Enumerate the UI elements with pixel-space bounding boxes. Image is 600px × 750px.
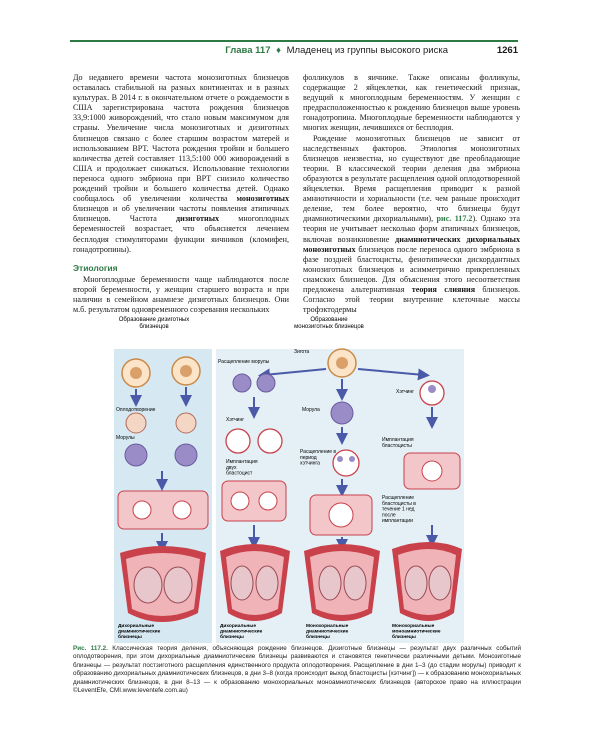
uterus-a: [120, 546, 206, 622]
label-split-blastocyst: Расщепление бластоцисты в течение 1 нед после имплантации: [382, 495, 416, 524]
left-paragraph-1: До недавнего времени частота монозиготных близнецов оставалась стабильной на разных континентах и в разных культурах. В 2014 г. в окончательном отчете о рождаемости в США зарегистрирована частота рождения близнецов 33,9:1000 живорождений, что стало новым максимумом для страны. Увеличение числа монозиготных и дизиготных близнецов связано с более старшим возрастом матерей и использованием ВРТ. Частота рождения тройни и большего количества детей составляет 113,5:100 000 живорождений в США и продолжает снижаться. Использование технологии переноса одного эмбриона при ВРТ снизило количество рождений тройни и большего количества детей. Однако сообщалось об увеличении количества монозиготных близнецов и об увеличении частоты появления атипичных близнецов. Частота дизиготных многоплодных беременностей возрастает, что объясняется лечением бесплодия стимуляторами функции яичников (кломифен, гонадотропины).: [73, 73, 289, 254]
caption-text: Классическая теория деления, объясняющая рождение близнецов. Дизиготные близнецы — результат двух различных событий оплодотворения, при этом дихориальные диамниотические близнецы развиваются и становятся генетически различными детьми. Монозиготные близнецы — результат постзиготного расщепления единственного продукта оплодотворения. Расщепление в дни 1–3 (до стадии морулы) приводит к образованию дихориальных диамниотических близнецов, в дни 3–8 (когда происходит выход бластоцисты [хэтчинг]) — к образованию монохориальных диамниотических близнецов, в дни 8–13 — к образованию монохориальных моноамниотических близнецов (авторское право на иллюстрации ©LeventEfe, CMI.www.leventefe.com.au): [73, 645, 521, 695]
label-fertilization: Оплодотворение: [116, 407, 156, 413]
right-column: [303, 73, 520, 315]
blastocyst-c: [333, 450, 359, 476]
chapter-heading: [225, 45, 448, 56]
label-split-hatching: Расщепление в период хэтчинга: [300, 449, 337, 467]
implantation-c: [310, 495, 372, 535]
label-morula-single: Морула: [302, 407, 320, 413]
bottom-label-c: Монохориальные диамниотические близнецы: [306, 624, 349, 641]
label-implant-two: Имплантация двух бластоцист: [226, 459, 258, 477]
implantation-d: [404, 453, 460, 489]
heading-monozygotic: Образование монозиготных близнецов: [294, 317, 364, 330]
left-column: [73, 73, 289, 315]
blastocyst-d: [420, 381, 444, 405]
right-paragraph-1: фолликулов в яичнике. Также описаны фолликулы, содержащие 2 яйцеклетки, как генетический признак, ведущий к многоплодным беременностям. У женщин с предрасположенностью к рождению близнецов выше уровень гонадотропина. Многоплодные беременности наблюдаются у многих женщин, лечившихся от бесплодия.: [303, 73, 520, 133]
morula-single: [331, 402, 353, 424]
running-header: [70, 40, 518, 60]
page-number: 1261: [496, 45, 518, 56]
chapter-number: Глава 117: [225, 45, 271, 56]
bottom-label-b: Дихориальные диамниотические близнецы: [220, 624, 263, 641]
uterus-b: [220, 544, 290, 621]
label-hatching: Хэтчинг: [226, 417, 245, 423]
twinning-diagram: [114, 313, 464, 643]
dizygotic-implantation: [118, 491, 208, 529]
left-paragraph-2: Многоплодные беременности чаще наблюдаются после второй беременности, у женщин старшего возраста и при наличии в семейном анамнезе дизиготных близнецов. Они м.б. результатом одновременного созревания нескольких: [73, 274, 289, 315]
diamond-icon: ♦: [276, 45, 281, 56]
implantation-b: [222, 481, 286, 521]
twinning-figure: [114, 313, 464, 643]
bottom-label-d: Монохориальные моноамниотические близнецы: [392, 624, 441, 641]
uterus-c: [304, 544, 380, 621]
label-implant-blastocyst: Имплантация бластоцисты: [382, 437, 414, 449]
label-morula: Морулы: [116, 435, 135, 441]
monozygotic-zygote: [328, 349, 356, 377]
label-morula-split: Расщепление морулы: [218, 359, 270, 365]
chapter-title: Младенец из группы высокого риска: [286, 45, 448, 56]
heading-dizygotic: Образование дизиготных близнецов: [118, 317, 190, 330]
caption-label: Рис. 117.2.: [73, 645, 108, 652]
section-title-etiology: Этиология: [73, 262, 118, 273]
right-paragraph-2: Рождение монозиготных близнецов не зависит от наследственных факторов. Этиология монозиготных близнецов неизвестна, но существуют две преобладающие теории. В классической теории деления два эмбриона образуются в результате расщепления одной оплодотворенной яйцеклетки. Время расщепления приводит к разной амниотичности и хориальности (т.е. чем раньше происходит деление, тем более вероятно, что близнецы будут диамниотическими дихориальными), рис. 117.2). Однако эта теория не учитывает несколько форм атипичных близнецов, включая возникновение диамниотических дихориальных монозиготных близнецов после переноса одного эмбриона в фазе поздней бластоцисты, фенотипически дискордантных монозиготных близнецов и асимметрично прикрепленных сиамских близнецов. Для объяснения этого несоответствия предложена альтернативная теория слияния близнецов. Согласно этой теории внутренние клеточные массы трофэктодермы: [303, 133, 520, 315]
bottom-label-a: Дихориальные диамниотические близнецы: [118, 624, 161, 641]
uterus-d: [392, 542, 462, 621]
figure-reference-link[interactable]: рис. 117.2: [436, 214, 473, 224]
figure-caption: [73, 645, 521, 695]
label-zygote: Зигота: [294, 349, 310, 355]
label-hatching-2: Хэтчинг: [396, 389, 415, 395]
